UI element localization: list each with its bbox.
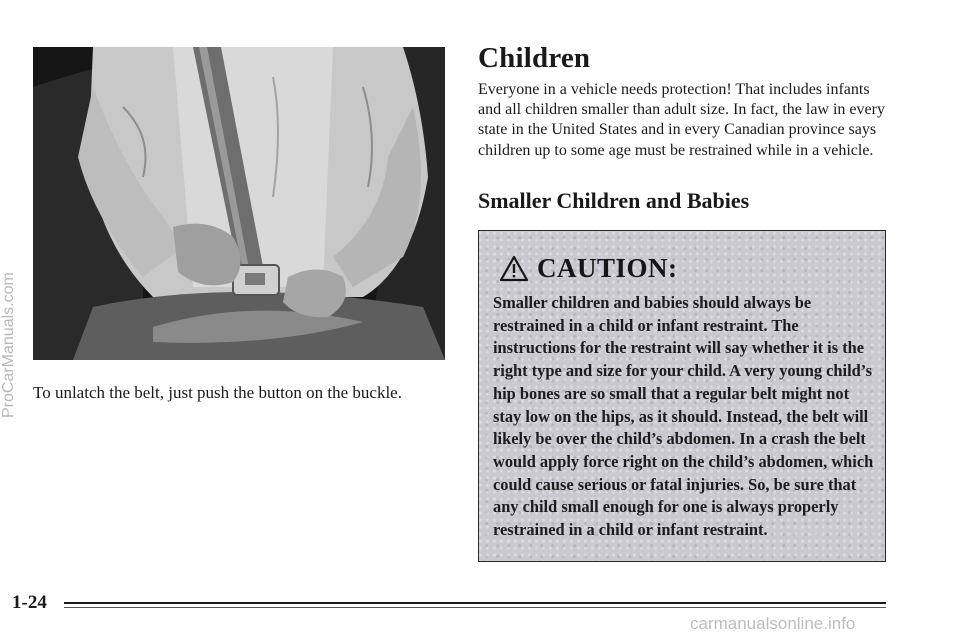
caution-title: CAUTION: (537, 253, 678, 283)
page-number: 1-24 (12, 592, 47, 613)
watermark-left: ProCarManuals.com (0, 272, 17, 418)
caution-box (478, 230, 886, 562)
warning-triangle-icon (499, 255, 529, 282)
seatbelt-illustration (33, 47, 445, 360)
seatbelt-photo (33, 47, 445, 360)
caution-header (499, 253, 678, 284)
subsection-title: Smaller Children and Babies (478, 188, 750, 213)
footer-rule-secondary (64, 607, 886, 608)
watermark-bottom: carmanualsonline.info (690, 614, 856, 633)
section-title: Children (478, 42, 591, 74)
photo-caption: To unlatch the belt, just push the button on the buckle. (33, 383, 402, 402)
caution-text: Smaller children and babies should always be restrained in a child or infant restraint. The instructions for the restraint will say whether it is the right type and size for your child. A very young child’s hip bones are so small that a regular belt might not stay low on the hips, as it should. Instead, the belt will likely be over the child’s abdomen. In a crash the belt would apply force right on the child’s abdomen, which could cause serious or fatal injuries. So, be sure that any child small enough for one is always properly restrained in a child or infant restraint. (493, 293, 874, 540)
section-intro: Everyone in a vehicle needs protection! That includes infants and all children smaller than adult size. In fact, the law in every state in the United States and in every Canadian province says children up to some age must be restrained while in a vehicle. (478, 81, 885, 159)
footer-rule (64, 602, 886, 604)
